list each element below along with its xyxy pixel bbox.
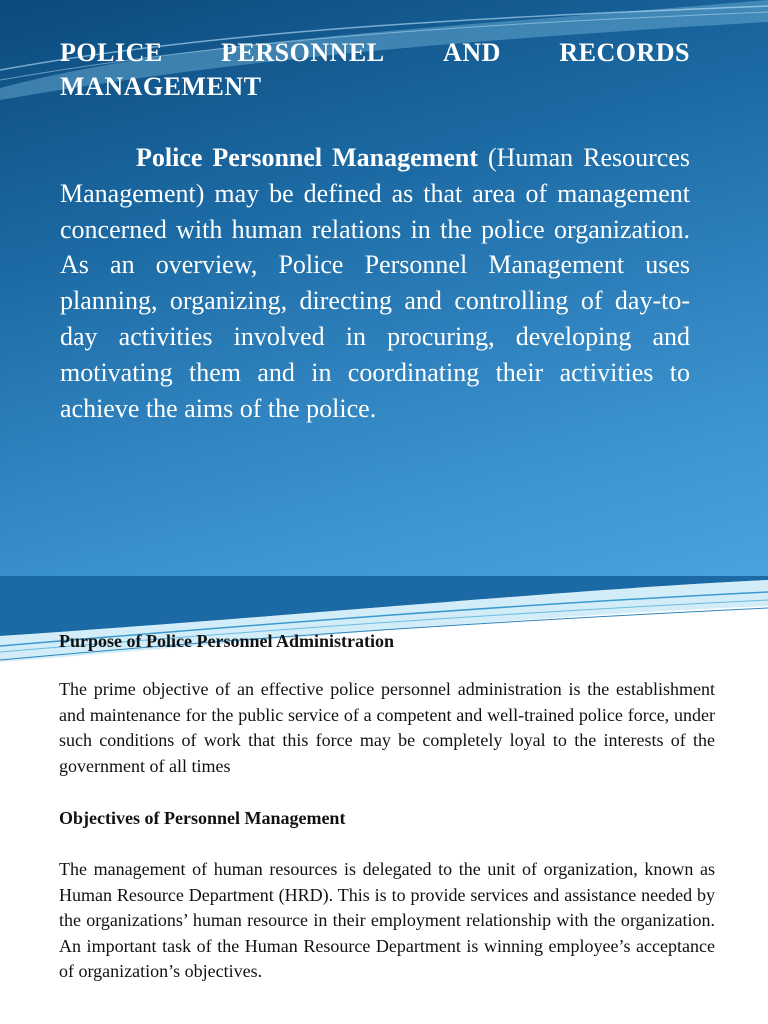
definition-term: Police Personnel Management bbox=[136, 143, 478, 172]
title-word: RECORDS bbox=[559, 38, 690, 67]
title-word: PERSONNEL bbox=[221, 38, 385, 67]
slide-2 bbox=[0, 576, 768, 1024]
slide-title bbox=[60, 36, 690, 104]
section-heading-objectives: Objectives of Personnel Management bbox=[59, 808, 346, 828]
section-heading-purpose: Purpose of Police Personnel Administration bbox=[59, 631, 394, 651]
title-word: AND bbox=[443, 38, 501, 67]
title-word: POLICE bbox=[60, 38, 163, 67]
purpose-paragraph: The prime objective of an effective police personnel administration is the establishment and maintenance for the public service of a competent and well-trained police force, under such conditions of work that this force may be completely loyal to the interests of the government of all times bbox=[59, 679, 715, 776]
objectives-paragraph: The management of human resources is delegated to the unit of organization, known as Human Resource Department (HRD). This is to provide services and assistance needed by the organizations’ human resource in their employment relationship with the organization. An important task of the Human Resource Department is winning employee’s acceptance of organization’s objectives. bbox=[59, 859, 715, 982]
title-line-2: MANAGEMENT bbox=[60, 72, 262, 101]
definition-text: (Human Resources Management) may be defined as that area of management concerned with human relations in the police organization. As an overview, Police Personnel Management uses planning, organizing, directing and controlling of day-to-day activities involved in procuring, developing and motivating them and in coordinating their activities to achieve the aims of the police. bbox=[60, 143, 690, 423]
definition-paragraph bbox=[60, 140, 690, 426]
